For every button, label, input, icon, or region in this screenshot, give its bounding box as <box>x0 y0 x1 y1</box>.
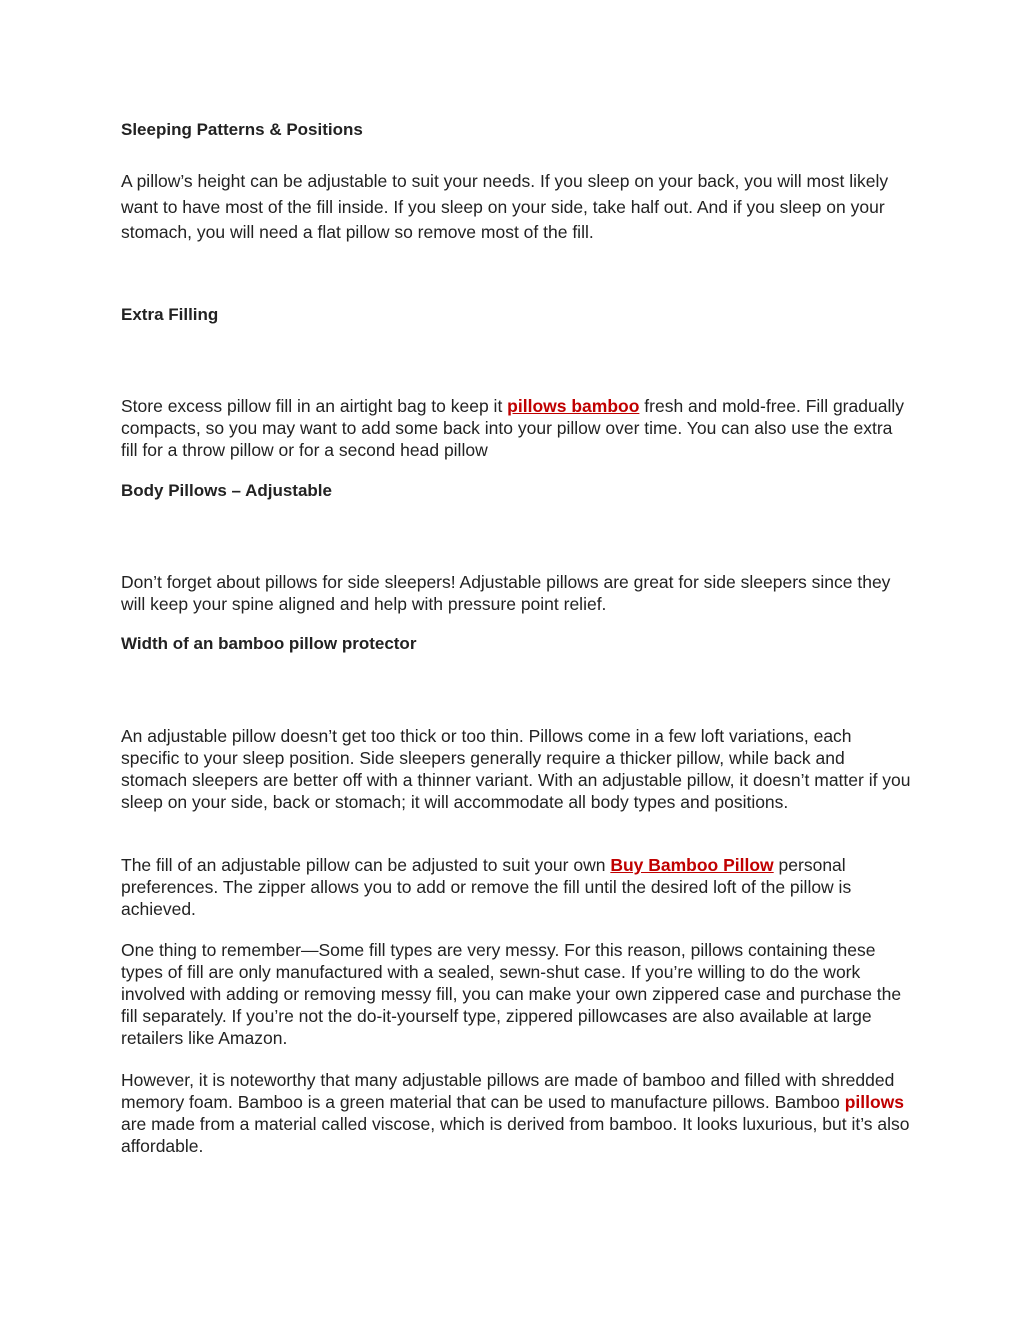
paragraph-text: personal preferences. The zipper allows you to add or remove the fill until the desired loft of the pillow is achieved. <box>121 855 852 919</box>
paragraph-adjustable-fill <box>121 854 911 920</box>
paragraph-sleeping-patterns: A pillow’s height can be adjustable to suit your needs. If you sleep on your back, you will most likely want to have most of the fill inside. If you sleep on your side, take half out. And if you sleep on your stomach, you will need a flat pillow so remove most of the fill. <box>121 171 889 242</box>
heading-body-pillows: Body Pillows – Adjustable <box>121 481 332 500</box>
buy-bamboo-pillow-link[interactable]: Buy Bamboo Pillow <box>610 855 774 875</box>
paragraph-text: fresh and mold-free. Fill gradually compacts, so you may want to add some back into your pillow over time. You can also use the extra fill for a throw pillow or for a second head pillow <box>121 396 904 460</box>
paragraph-text: Store excess pillow fill in an airtight bag to keep it <box>121 396 508 416</box>
paragraph-text: However, it is noteworthy that many adjustable pillows are made of bamboo and filled with shredded memory foam. Bamboo is a green material that can be used to manufacture pillows. Bamboo <box>121 1070 895 1112</box>
paragraph-text: The fill of an adjustable pillow can be adjusted to suit your own <box>121 855 611 875</box>
pillows-highlight: pillows <box>844 1092 905 1112</box>
heading-width-protector: Width of an bamboo pillow protector <box>121 634 417 653</box>
paragraph-text: are made from a material called viscose, which is derived from bamboo. It looks luxurious, but it’s also affordable. <box>121 1114 910 1156</box>
pillows-bamboo-link[interactable]: pillows bamboo <box>507 396 640 416</box>
paragraph-bamboo-material <box>121 1069 911 1157</box>
paragraph-body-pillows: Don’t forget about pillows for side sleepers! Adjustable pillows are great for side sleepers since they will keep your spine aligned and help with pressure point relief. <box>121 572 891 614</box>
paragraph-extra-filling <box>121 395 911 461</box>
heading-sleeping-patterns: Sleeping Patterns & Positions <box>121 120 363 139</box>
paragraph-adjustable-loft: An adjustable pillow doesn’t get too thick or too thin. Pillows come in a few loft variations, each specific to your sleep position. Side sleepers generally require a thicker pillow, while back and stomach sleepers are better off with a thinner variant. With an adjustable pillow, it doesn’t matter if you sleep on your side, back or stomach; it will accommodate all body types and positions. <box>121 726 911 812</box>
paragraph-messy-fill: One thing to remember—Some fill types are very messy. For this reason, pillows containing these types of fill are only manufactured with a sealed, sewn-shut case. If you’re willing to do the work involved with adding or removing messy fill, you can make your own zippered case and purchase the fill separately. If you’re not the do-it-yourself type, zippered pillowcases are also available at large retailers like Amazon. <box>121 940 902 1048</box>
heading-extra-filling: Extra Filling <box>121 305 219 324</box>
